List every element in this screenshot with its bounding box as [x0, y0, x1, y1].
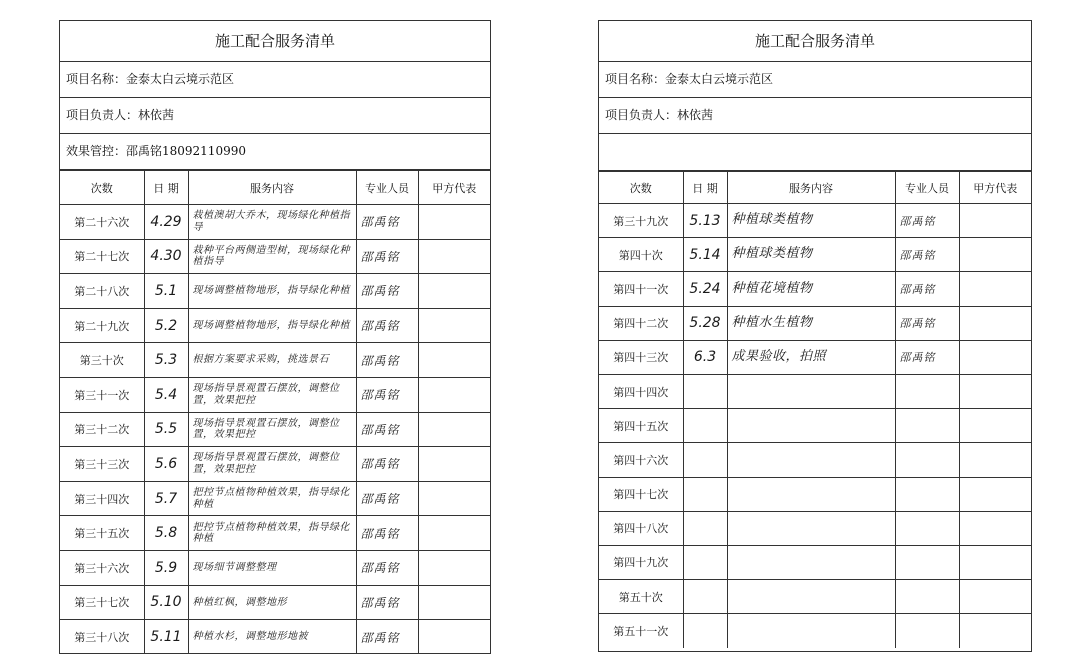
content-cell — [727, 511, 895, 545]
seq-cell: 第四十六次 — [599, 443, 683, 477]
content-cell: 现场调整植物地形，指导绿化种植 — [188, 308, 356, 343]
header-staff: 专业人员 — [356, 171, 418, 205]
table-row — [60, 239, 490, 274]
seq-cell: 第四十七次 — [599, 477, 683, 511]
staff-cell: 邵禹铭 — [895, 340, 959, 374]
seq-cell: 第三十九次 — [599, 204, 683, 238]
table-row — [599, 306, 1031, 340]
staff-cell: 邵禹铭 — [356, 343, 418, 378]
client-cell — [959, 238, 1031, 272]
staff-cell: 邵禹铭 — [356, 516, 418, 551]
content-cell: 种植红枫，调整地形 — [188, 585, 356, 620]
content-cell — [727, 443, 895, 477]
table-row — [60, 205, 490, 240]
staff-cell — [895, 477, 959, 511]
table-row — [599, 272, 1031, 306]
client-cell — [418, 377, 490, 412]
client-cell — [418, 481, 490, 516]
date-cell: 5.5 — [144, 412, 188, 447]
date-cell: 5.13 — [683, 204, 727, 238]
seq-cell: 第三十七次 — [60, 585, 144, 620]
table-row — [60, 620, 490, 655]
date-cell: 4.30 — [144, 239, 188, 274]
seq-cell: 第三十五次 — [60, 516, 144, 551]
table-row — [599, 374, 1031, 408]
client-cell — [418, 550, 490, 585]
staff-cell: 邵禹铭 — [895, 204, 959, 238]
staff-cell: 邵禹铭 — [895, 238, 959, 272]
seq-cell: 第二十八次 — [60, 274, 144, 309]
content-cell: 根据方案要求采购，挑选景石 — [188, 343, 356, 378]
project-lead: 项目负责人：林依茜 — [599, 98, 1031, 134]
staff-cell: 邵禹铭 — [895, 306, 959, 340]
date-cell: 5.3 — [144, 343, 188, 378]
content-cell: 种植水杉，调整地形地被 — [188, 620, 356, 655]
staff-cell: 邵禹铭 — [356, 412, 418, 447]
project-name: 项目名称：金泰太白云境示范区 — [599, 62, 1031, 98]
header-date: 日 期 — [683, 172, 727, 204]
staff-cell: 邵禹铭 — [356, 274, 418, 309]
client-cell — [959, 443, 1031, 477]
date-cell — [683, 580, 727, 614]
date-cell: 5.1 — [144, 274, 188, 309]
seq-cell: 第四十次 — [599, 238, 683, 272]
content-cell: 种植水生植物 — [727, 306, 895, 340]
table-row — [60, 412, 490, 447]
table-row — [599, 580, 1031, 614]
staff-cell — [895, 409, 959, 443]
table-row — [599, 511, 1031, 545]
service-log-table — [60, 170, 490, 654]
table-row — [599, 340, 1031, 374]
client-cell — [418, 447, 490, 482]
date-cell: 5.28 — [683, 306, 727, 340]
date-cell: 5.2 — [144, 308, 188, 343]
client-cell — [959, 272, 1031, 306]
table-row — [60, 550, 490, 585]
seq-cell: 第三十二次 — [60, 412, 144, 447]
content-cell: 把控节点植物种植效果，指导绿化种植 — [188, 481, 356, 516]
client-cell — [959, 545, 1031, 579]
seq-cell: 第三十八次 — [60, 620, 144, 655]
content-cell: 种植球类植物 — [727, 204, 895, 238]
table-row — [60, 343, 490, 378]
seq-cell: 第三十一次 — [60, 377, 144, 412]
header-content: 服务内容 — [188, 171, 356, 205]
seq-cell: 第四十一次 — [599, 272, 683, 306]
service-log-table — [599, 171, 1031, 648]
staff-cell — [895, 545, 959, 579]
header-client: 甲方代表 — [959, 172, 1031, 204]
client-cell — [959, 477, 1031, 511]
client-cell — [418, 620, 490, 655]
seq-cell: 第五十次 — [599, 580, 683, 614]
table-row — [60, 274, 490, 309]
table-row — [599, 545, 1031, 579]
content-cell — [727, 614, 895, 648]
client-cell — [959, 204, 1031, 238]
client-cell — [959, 374, 1031, 408]
table-header-row — [60, 171, 490, 205]
date-cell: 5.11 — [144, 620, 188, 655]
client-cell — [418, 343, 490, 378]
staff-cell: 邵禹铭 — [356, 620, 418, 655]
date-cell: 5.4 — [144, 377, 188, 412]
header-seq: 次数 — [60, 171, 144, 205]
client-cell — [959, 340, 1031, 374]
date-cell — [683, 374, 727, 408]
client-cell — [418, 205, 490, 240]
table-row — [599, 238, 1031, 272]
content-cell: 栽植澳胡大乔木，现场绿化种植指导 — [188, 205, 356, 240]
table-row — [60, 308, 490, 343]
content-cell: 现场细节调整整理 — [188, 550, 356, 585]
content-cell: 栽种平台两侧造型树，现场绿化种植指导 — [188, 239, 356, 274]
content-cell — [727, 374, 895, 408]
staff-cell: 邵禹铭 — [356, 377, 418, 412]
seq-cell: 第四十三次 — [599, 340, 683, 374]
staff-cell — [895, 614, 959, 648]
table-row — [599, 204, 1031, 238]
table-row — [599, 614, 1031, 648]
date-cell: 5.6 — [144, 447, 188, 482]
content-cell — [727, 580, 895, 614]
date-cell — [683, 409, 727, 443]
client-cell — [959, 614, 1031, 648]
content-cell — [727, 409, 895, 443]
project-lead: 项目负责人：林依茜 — [60, 98, 490, 134]
project-name: 项目名称：金泰太白云境示范区 — [60, 62, 490, 98]
date-cell: 5.9 — [144, 550, 188, 585]
staff-cell — [895, 443, 959, 477]
table-row — [60, 377, 490, 412]
seq-cell: 第三十次 — [60, 343, 144, 378]
date-cell: 5.14 — [683, 238, 727, 272]
client-cell — [418, 412, 490, 447]
sheet-title: 施工配合服务清单 — [599, 21, 1031, 62]
seq-cell: 第四十五次 — [599, 409, 683, 443]
seq-cell: 第四十九次 — [599, 545, 683, 579]
date-cell — [683, 614, 727, 648]
table-row — [599, 443, 1031, 477]
date-cell — [683, 545, 727, 579]
client-cell — [959, 580, 1031, 614]
client-cell — [418, 585, 490, 620]
client-cell — [959, 511, 1031, 545]
seq-cell: 第四十八次 — [599, 511, 683, 545]
staff-cell: 邵禹铭 — [895, 272, 959, 306]
content-cell: 把控节点植物种植效果，指导绿化种植 — [188, 516, 356, 551]
seq-cell: 第三十四次 — [60, 481, 144, 516]
date-cell: 5.7 — [144, 481, 188, 516]
table-row — [599, 477, 1031, 511]
seq-cell: 第二十七次 — [60, 239, 144, 274]
header-content: 服务内容 — [727, 172, 895, 204]
table-body — [60, 205, 490, 655]
content-cell: 现场指导景观置石摆放，调整位置，效果把控 — [188, 447, 356, 482]
date-cell — [683, 443, 727, 477]
header-staff: 专业人员 — [895, 172, 959, 204]
staff-cell — [895, 511, 959, 545]
staff-cell: 邵禹铭 — [356, 239, 418, 274]
client-cell — [418, 308, 490, 343]
content-cell: 成果验收，拍照 — [727, 340, 895, 374]
content-cell: 现场指导景观置石摆放，调整位置，效果把控 — [188, 377, 356, 412]
header-seq: 次数 — [599, 172, 683, 204]
table-row — [60, 516, 490, 551]
staff-cell: 邵禹铭 — [356, 585, 418, 620]
table-row — [60, 447, 490, 482]
staff-cell: 邵禹铭 — [356, 481, 418, 516]
content-cell: 种植球类植物 — [727, 238, 895, 272]
content-cell: 种植花境植物 — [727, 272, 895, 306]
seq-cell: 第二十六次 — [60, 205, 144, 240]
date-cell: 5.10 — [144, 585, 188, 620]
table-body — [599, 204, 1031, 648]
content-cell: 现场指导景观置石摆放，调整位置，效果把控 — [188, 412, 356, 447]
table-row — [60, 585, 490, 620]
date-cell: 6.3 — [683, 340, 727, 374]
client-cell — [418, 239, 490, 274]
content-cell: 现场调整植物地形，指导绿化种植 — [188, 274, 356, 309]
table-row — [60, 481, 490, 516]
date-cell: 4.29 — [144, 205, 188, 240]
staff-cell: 邵禹铭 — [356, 308, 418, 343]
table-header-row — [599, 172, 1031, 204]
staff-cell — [895, 374, 959, 408]
service-list-sheet-left — [59, 20, 491, 654]
staff-cell — [895, 580, 959, 614]
seq-cell: 第四十四次 — [599, 374, 683, 408]
date-cell: 5.8 — [144, 516, 188, 551]
client-cell — [959, 409, 1031, 443]
table-row — [599, 409, 1031, 443]
client-cell — [418, 516, 490, 551]
seq-cell: 第三十三次 — [60, 447, 144, 482]
seq-cell: 第四十二次 — [599, 306, 683, 340]
effect-control: 效果管控：邵禹铭18092110990 — [60, 134, 490, 170]
service-list-sheet-right — [598, 20, 1032, 652]
header-client: 甲方代表 — [418, 171, 490, 205]
date-cell — [683, 511, 727, 545]
staff-cell: 邵禹铭 — [356, 205, 418, 240]
seq-cell: 第三十六次 — [60, 550, 144, 585]
content-cell — [727, 545, 895, 579]
seq-cell: 第二十九次 — [60, 308, 144, 343]
staff-cell: 邵禹铭 — [356, 550, 418, 585]
client-cell — [418, 274, 490, 309]
staff-cell: 邵禹铭 — [356, 447, 418, 482]
header-date: 日 期 — [144, 171, 188, 205]
seq-cell: 第五十一次 — [599, 614, 683, 648]
content-cell — [727, 477, 895, 511]
date-cell — [683, 477, 727, 511]
client-cell — [959, 306, 1031, 340]
date-cell: 5.24 — [683, 272, 727, 306]
blank-info-row — [599, 134, 1031, 171]
sheet-title: 施工配合服务清单 — [60, 21, 490, 62]
